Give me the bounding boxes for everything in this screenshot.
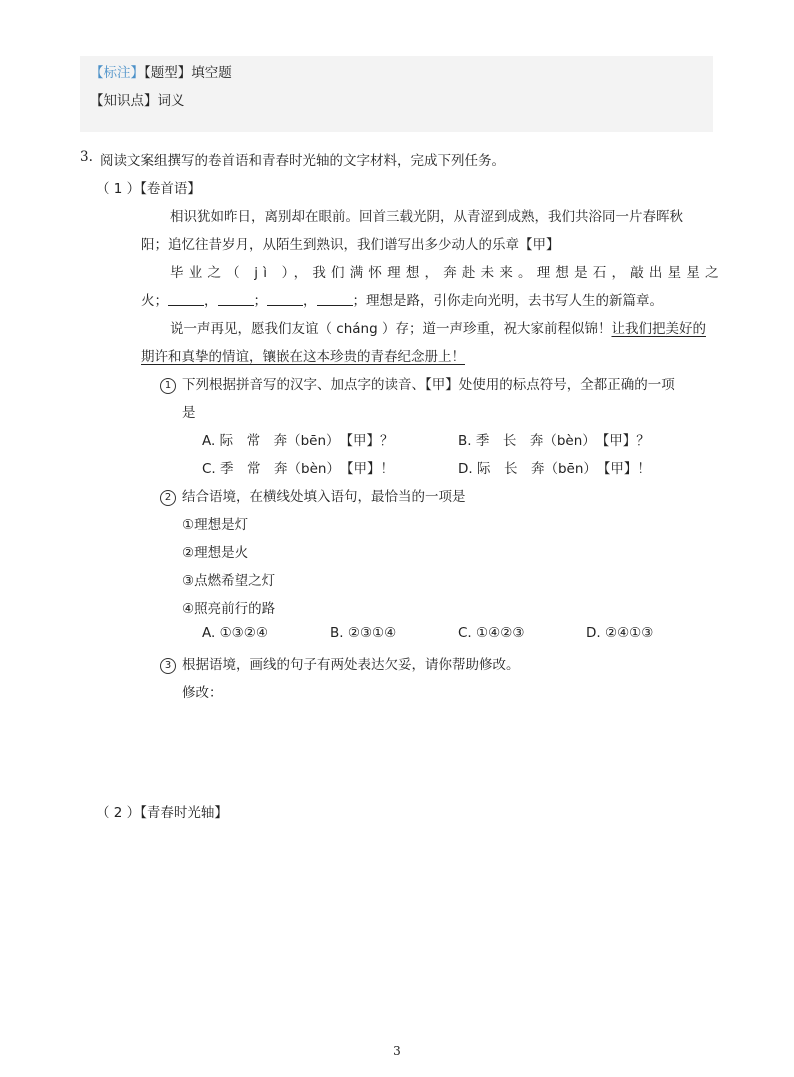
subquestion-stem: 结合语境，在横线处填入语句，最恰当的一项是 [182,489,466,505]
option-d[interactable]: D. ②④①③ [586,625,654,641]
fill-blank-4 [317,293,353,306]
option-c[interactable]: C. ①④②③ [458,625,525,641]
passage-line [170,317,706,337]
passage-text: 火； [141,293,168,309]
subquestion-2 [160,485,466,506]
passage-line: 毕业之（ jì ），我们满怀理想，奔赴未来。理想是石，敲出星星之 [170,265,724,281]
subquestion-1 [160,373,675,394]
option-a[interactable]: A. ①③②④ [202,625,268,641]
knowledge-point: 【知识点】词义 [90,93,185,109]
separator: ， [303,293,317,309]
fill-blank-3 [267,293,303,306]
sentence-item: ①理想是灯 [182,517,249,533]
option-b[interactable]: B. ②③①④ [330,625,397,641]
passage-text: 说一声再见，愿我们友谊（ cháng ）存；道一声珍重，祝大家前程似锦！ [170,321,612,337]
passage-line: 相识犹如昨日，离别却在眼前。回首三载光阴，从青涩到成熟，我们共浴同一片春晖秋 [170,209,683,225]
separator: ； [253,293,267,309]
part2-label: （ 2 ）【青春时光轴】 [96,805,228,821]
question-number: 3. [80,149,93,165]
subquestion-number: 2 [160,490,176,506]
question-prompt: 阅读文案组撰写的卷首语和青春时光轴的文字材料，完成下列任务。 [100,153,505,169]
answer-label: 修改： [182,685,223,701]
option-a[interactable]: A. 际 常 奔（bēn） 【甲】？ [202,433,394,449]
separator: ， [204,293,218,309]
underlined-sentence: 期许和真挚的情谊，镶嵌在这本珍贵的青春纪念册上！ [141,349,465,365]
passage-line-blanks [141,289,663,309]
subquestion-3 [160,653,520,674]
fill-blank-1 [168,293,204,306]
part1-label: （ 1 ）【卷首语】 [96,181,201,197]
subquestion-stem-cont: 是 [182,405,196,421]
option-b[interactable]: B. 季 长 奔（bèn） 【甲】？ [458,433,650,449]
subquestion-number: 1 [160,378,176,394]
sentence-item: ④照亮前行的路 [182,601,276,617]
fill-blank-2 [218,293,254,306]
subquestion-number: 3 [160,658,176,674]
annotation-tag: 【标注】 [90,65,144,81]
option-d[interactable]: D. 际 长 奔（bēn） 【甲】！ [458,461,651,477]
subquestion-stem: 下列根据拼音写的汉字、加点字的读音、【甲】处使用的标点符号，全都正确的一项 [182,377,675,393]
passage-text: ；理想是路，引你走向光明，去书写人生的新篇章。 [352,293,663,309]
page-number: 3 [393,1044,401,1058]
passage-line: 阳；追忆往昔岁月，从陌生到熟识，我们谱写出多少动人的乐章【甲】 [141,237,560,253]
subquestion-stem: 根据语境，画线的句子有两处表达欠妥，请你帮助修改。 [182,657,520,673]
sentence-item: ②理想是火 [182,545,249,561]
underlined-sentence: 让我们把美好的 [611,321,706,337]
question-type: 【题型】填空题 [144,65,232,81]
sentence-item: ③点燃希望之灯 [182,573,276,589]
annotation-line-1 [90,61,232,81]
option-c[interactable]: C. 季 常 奔（bèn） 【甲】！ [202,461,394,477]
